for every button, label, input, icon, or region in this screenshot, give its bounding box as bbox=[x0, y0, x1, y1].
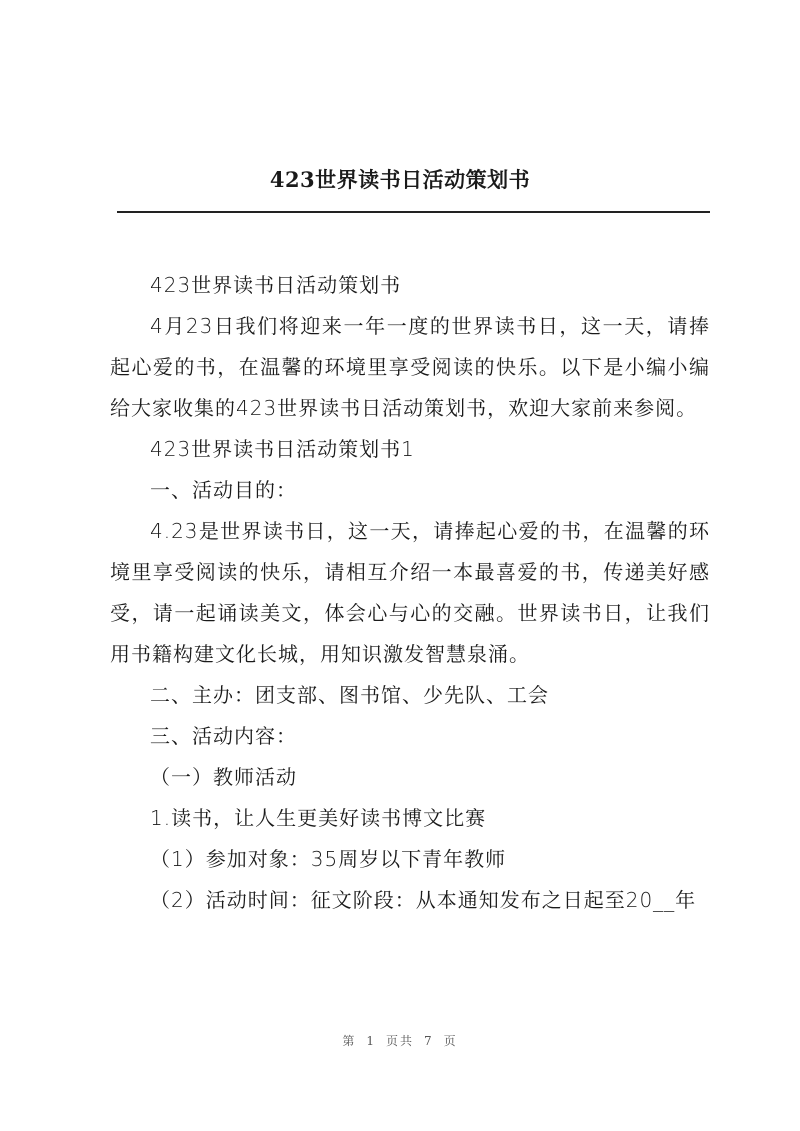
paragraph-intro: 4月23日我们将迎来一年一度的世界读书日，这一天，请捧起心爱的书，在温馨的环境里享受阅读的快乐。以下是小编小编给大家收集的423世界读书日活动策划书，欢迎大家前来参阅。 bbox=[110, 314, 710, 420]
title-underline bbox=[117, 211, 710, 213]
paragraph-participants: （1）参加对象：35周岁以下青年教师 bbox=[150, 847, 507, 871]
document-body bbox=[110, 265, 710, 921]
page-footer bbox=[0, 1032, 800, 1049]
paragraph-activity-time: （2）活动时间：征文阶段：从本通知发布之日起至20__年 bbox=[150, 888, 697, 912]
paragraph-purpose-heading: 一、活动目的： bbox=[150, 478, 297, 502]
paragraph-subtitle: 423世界读书日活动策划书 bbox=[150, 273, 402, 297]
paragraph-teacher-activity: （一）教师活动 bbox=[150, 765, 297, 789]
footer-prefix: 第 bbox=[342, 1034, 357, 1048]
footer-suffix: 页 bbox=[443, 1034, 458, 1048]
paragraph-organizers: 二、主办：团支部、图书馆、少先队、工会 bbox=[150, 683, 549, 707]
document-title: 423世界读书日活动策划书 bbox=[269, 167, 531, 192]
footer-page-number: 1 bbox=[366, 1034, 376, 1048]
footer-middle: 页共 bbox=[385, 1034, 414, 1048]
paragraph-content-heading: 三、活动内容： bbox=[150, 724, 297, 748]
footer-total-pages: 7 bbox=[424, 1034, 434, 1048]
paragraph-purpose-text: 4.23是世界读书日，这一天，请捧起心爱的书，在温馨的环境里享受阅读的快乐，请相互介绍一本最喜爱的书，传递美好感受，请一起诵读美文，体会心与心的交融。世界读书日，让我们用书籍构建文化长城，用知识激发智慧泉涌。 bbox=[110, 519, 710, 666]
paragraph-section-heading: 423世界读书日活动策划书1 bbox=[150, 437, 415, 461]
paragraph-essay-contest: 1.读书，让人生更美好读书博文比赛 bbox=[150, 806, 487, 830]
